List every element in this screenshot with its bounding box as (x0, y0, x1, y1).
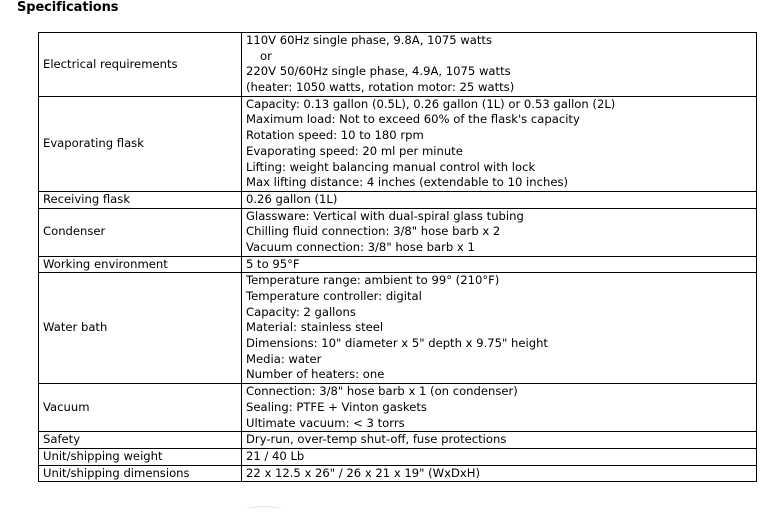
spec-line: Glassware: Vertical with dual-spiral glass tubing (246, 208, 524, 223)
spec-label-cell (39, 432, 242, 449)
table-row (39, 33, 757, 97)
spec-line: Ultimate vacuum: < 3 torrs (246, 415, 405, 430)
spec-line: Capacity: 0.13 gallon (0.5L), 0.26 gallon (1L) or 0.53 gallon (2L) (246, 96, 616, 111)
table-row (39, 448, 757, 465)
spec-line: 110V 60Hz single phase, 9.8A, 1075 watts (246, 33, 492, 47)
page-title: Specifications (17, 0, 119, 15)
spec-label-cell (39, 384, 242, 432)
table-row (39, 465, 757, 482)
spec-line: 0.26 gallon (1L) (246, 191, 338, 206)
table-row (39, 208, 757, 256)
spec-value-cell (242, 465, 757, 482)
table-row (39, 256, 757, 273)
spec-line: Media: water (246, 351, 322, 366)
spec-line: Temperature range: ambient to 99° (210°F) (246, 273, 500, 288)
table-row (39, 273, 757, 384)
spec-label: Evaporating flask (43, 135, 144, 150)
spec-value-cell (242, 432, 757, 449)
spec-line: Temperature controller: digital (246, 289, 422, 304)
spec-value-cell (242, 191, 757, 208)
table-row (39, 96, 757, 191)
spec-label-cell (39, 273, 242, 384)
spec-label: Unit/shipping weight (43, 448, 163, 463)
table-row (39, 191, 757, 208)
spec-label: Vacuum (43, 399, 90, 414)
specifications-table (38, 32, 757, 482)
spec-line: Capacity: 2 gallons (246, 304, 356, 319)
spec-line: Maximum load: Not to exceed 60% of the flask's capacity (246, 112, 580, 127)
spec-label: Safety (43, 432, 81, 447)
spec-line: 5 to 95°F (246, 256, 300, 271)
spec-label-cell (39, 208, 242, 256)
spec-value-cell (242, 273, 757, 384)
spec-value-cell (242, 384, 757, 432)
spec-label: Water bath (43, 320, 108, 335)
spec-label-cell (39, 256, 242, 273)
spec-line: or (260, 48, 272, 63)
spec-line: Number of heaters: one (246, 367, 385, 382)
spec-label-cell (39, 33, 242, 97)
faint-mark (247, 506, 281, 513)
spec-line: Evaporating speed: 20 ml per minute (246, 143, 463, 158)
spec-value-cell (242, 208, 757, 256)
spec-line: Dry-run, over-temp shut-off, fuse protections (246, 432, 507, 447)
table-row (39, 384, 757, 432)
spec-line: Rotation speed: 10 to 180 rpm (246, 128, 424, 143)
spec-line: 220V 50/60Hz single phase, 4.9A, 1075 watts (246, 64, 511, 79)
spec-label: Unit/shipping dimensions (43, 465, 190, 480)
spec-line: Material: stainless steel (246, 320, 384, 335)
spec-label: Condenser (43, 224, 106, 239)
spec-label: Electrical requirements (43, 56, 178, 71)
spec-line: Sealing: PTFE + Vinton gaskets (246, 399, 427, 414)
spec-label: Receiving flask (43, 191, 131, 206)
spec-label-cell (39, 465, 242, 482)
spec-line: 22 x 12.5 x 26" / 26 x 21 x 19" (WxDxH) (246, 465, 481, 480)
spec-line: (heater: 1050 watts, rotation motor: 25 watts) (246, 80, 515, 95)
spec-label: Working environment (43, 256, 168, 271)
spec-value-cell (242, 256, 757, 273)
spec-value-cell (242, 96, 757, 191)
spec-line: Dimensions: 10" diameter x 5" depth x 9.75" height (246, 336, 548, 351)
table-row (39, 432, 757, 449)
spec-value-cell (242, 448, 757, 465)
spec-label-cell (39, 448, 242, 465)
spec-label-cell (39, 96, 242, 191)
spec-line: Chilling fluid connection: 3/8" hose barb x 2 (246, 224, 501, 239)
spec-line: Lifting: weight balancing manual control with lock (246, 159, 536, 174)
spec-line: 21 / 40 Lb (246, 448, 305, 463)
spec-line: Vacuum connection: 3/8" hose barb x 1 (246, 239, 475, 254)
spec-line: Connection: 3/8" hose barb x 1 (on condenser) (246, 384, 518, 399)
spec-value-cell (242, 33, 757, 97)
spec-label-cell (39, 191, 242, 208)
spec-line: Max lifting distance: 4 inches (extendable to 10 inches) (246, 175, 569, 190)
